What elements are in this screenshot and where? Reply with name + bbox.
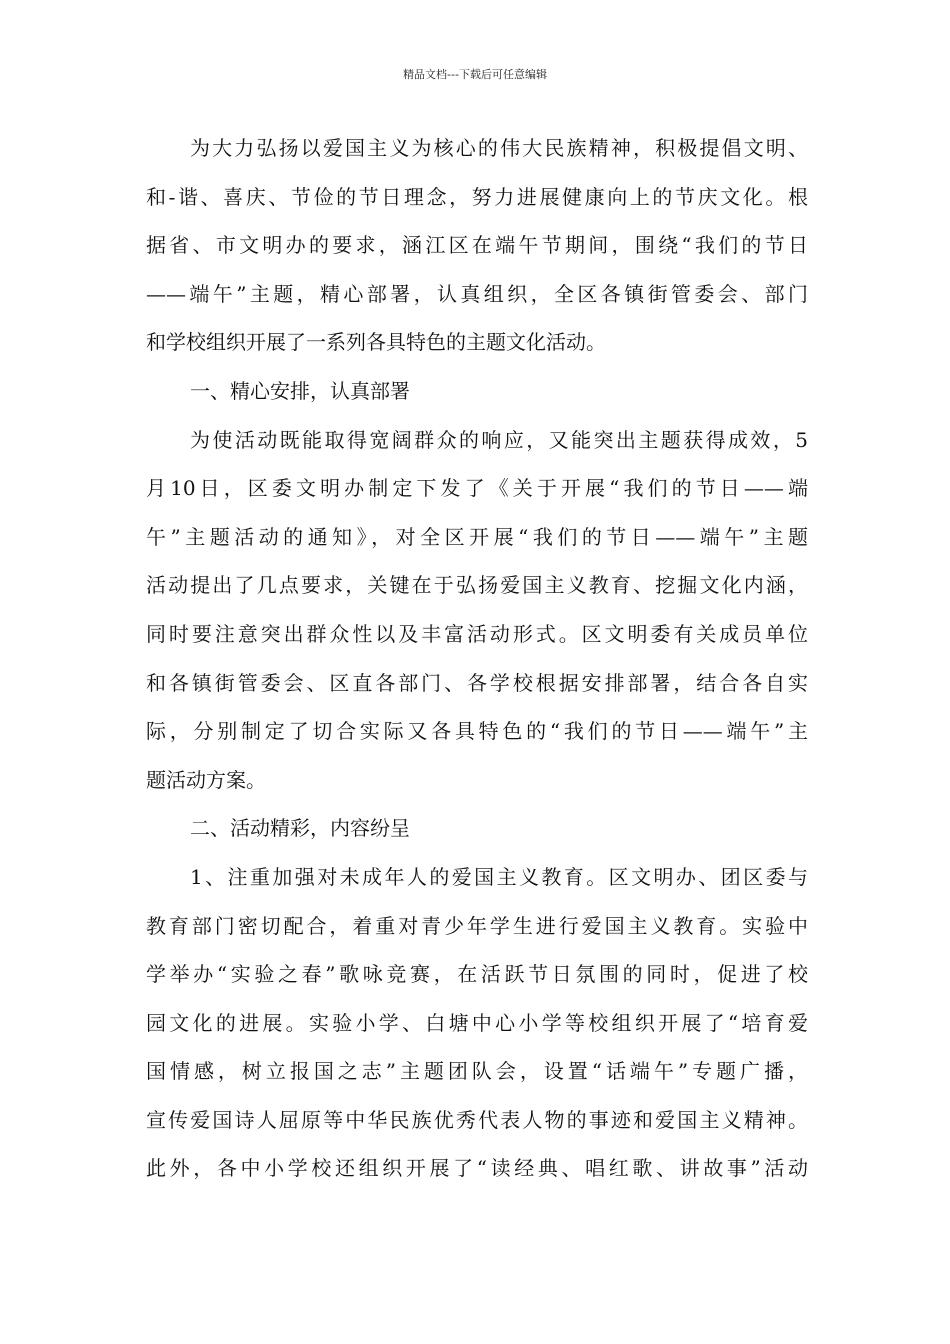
text-line: 同时要注意突出群众性以及丰富活动形式。区文明委有关成员单位: [146, 621, 808, 646]
text-line: ——端午”主题，精心部署，认真组织，全区各镇街管委会、部门: [146, 281, 808, 306]
text-line: 题活动方案。: [146, 767, 266, 792]
text-line: 一、精心安排，认真部署: [190, 378, 410, 403]
text-line: 国情感，树立报国之志”主题团队会，设置“话端午”专题广播，: [146, 1059, 808, 1084]
text-line: 园文化的进展。实验小学、白塘中心小学等校组织开展了“培育爱: [146, 1010, 808, 1035]
text-line: 活动提出了几点要求，关键在于弘扬爱国主义教育、挖掘文化内涵，: [146, 573, 808, 598]
text-line: 据省、市文明办的要求，涵江区在端午节期间，围绕“我们的节日: [146, 233, 808, 258]
document-body: [146, 124, 808, 1193]
text-line: 为使活动既能取得宽阔群众的响应，又能突出主题获得成效，5: [190, 427, 808, 452]
text-line: 际，分别制定了切合实际又各具特色的“我们的节日——端午”主: [146, 719, 808, 744]
text-line: 教育部门密切配合，着重对青少年学生进行爱国主义教育。实验中: [146, 913, 808, 938]
text-line: 1、注重加强对未成年人的爱国主义教育。区文明办、团区委与: [190, 864, 808, 889]
text-line: 和-谐、喜庆、节俭的节日理念，努力进展健康向上的节庆文化。根: [146, 184, 808, 209]
text-line: 学举办“实验之春”歌咏竞赛，在活跃节日氛围的同时，促进了校: [146, 962, 808, 987]
text-line: 和各镇街管委会、区直各部门、各学校根据安排部署，结合各自实: [146, 670, 808, 695]
text-line: 宣传爱国诗人屈原等中华民族优秀代表人物的事迹和爱国主义精神。: [146, 1107, 808, 1132]
text-line: 午”主题活动的通知》，对全区开展“我们的节日——端午”主题: [146, 524, 808, 549]
text-line: 二、活动精彩，内容纷呈: [190, 816, 410, 841]
text-line: 此外，各中小学校还组织开展了“读经典、唱红歌、讲故事”活动: [146, 1156, 808, 1181]
page-header: 精品文档---下载后可任意编辑: [403, 68, 547, 81]
text-line: 月10日，区委文明办制定下发了《关于开展“我们的节日——端: [146, 476, 808, 501]
text-line: 为大力弘扬以爱国主义为核心的伟大民族精神，积极提倡文明、: [190, 136, 808, 160]
text-line: 和学校组织开展了一系列各具特色的主题文化活动。: [146, 330, 606, 355]
